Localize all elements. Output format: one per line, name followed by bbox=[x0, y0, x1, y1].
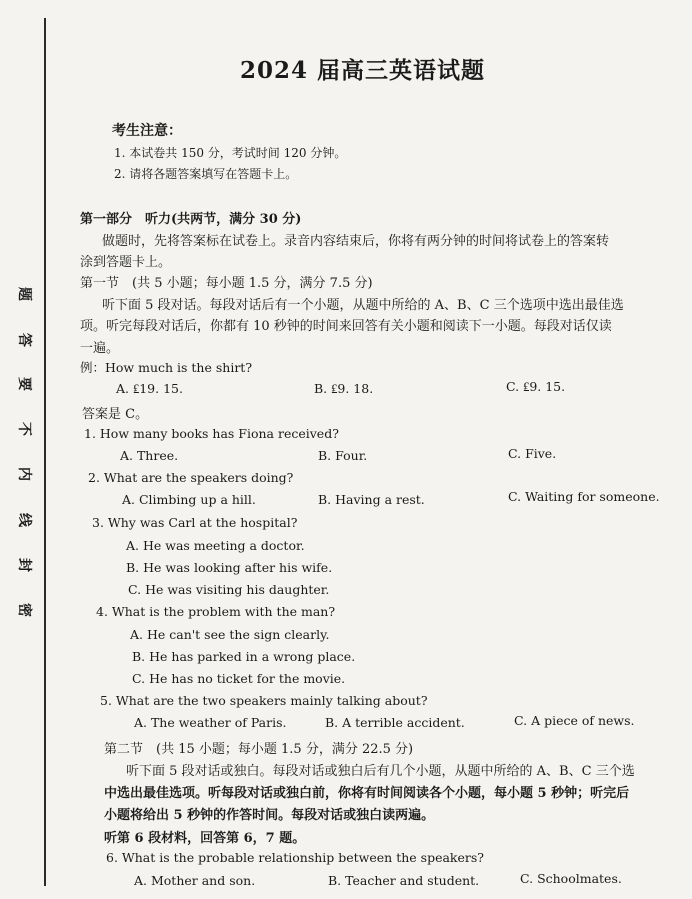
notice-item: 2. 请将各题答案填写在答题卡上。 bbox=[114, 167, 298, 181]
margin-char: 不 bbox=[16, 422, 32, 436]
question-6: 6. What is the probable relationship between the speakers? bbox=[106, 850, 484, 865]
margin-char: 内 bbox=[16, 467, 32, 481]
question-4-option-b: B. He has parked in a wrong place. bbox=[132, 649, 356, 664]
margin-char: 要 bbox=[16, 377, 32, 391]
notice-item: 1. 本试卷共 150 分，考试时间 120 分钟。 bbox=[114, 146, 347, 160]
question-2-option-c: C. Waiting for someone. bbox=[508, 489, 660, 504]
binding-margin-line bbox=[44, 18, 46, 886]
notice-heading: 考生注意： bbox=[112, 123, 182, 139]
part1-intro-line: 做题时，先将答案标在试卷上。录音内容结束后，你将有两分钟的时间将试卷上的答案转 bbox=[102, 234, 610, 249]
question-1: 1. How many books has Fiona received? bbox=[84, 426, 339, 441]
question-4: 4. What is the problem with the man? bbox=[96, 604, 336, 619]
question-5-option-a: A. The weather of Paris. bbox=[134, 715, 287, 730]
section1-instruction-line: 听下面 5 段对话。每段对话后有一个小题，从题中所给的 A、B、C 三个选项中选出最佳选 bbox=[102, 298, 624, 313]
question-2-option-a: A. Climbing up a hill. bbox=[122, 492, 256, 507]
question-5-option-b: B. A terrible accident. bbox=[325, 715, 465, 730]
section2-instruction-line: 中选出最佳选项。听每段对话或独白前，你将有时间阅读各个小题，每小题 5 秒钟；听完后 bbox=[104, 786, 630, 801]
section2-instruction-line: 听下面 5 段对话或独白。每段对话或独白后有几个小题，从题中所给的 A、B、C 三个选 bbox=[126, 764, 635, 779]
question-1-option-c: C. Five. bbox=[508, 446, 557, 461]
example-option-b: B. ₤9. 18. bbox=[314, 381, 374, 396]
question-6-option-a: A. Mother and son. bbox=[134, 873, 256, 888]
margin-char: 答 bbox=[16, 333, 32, 347]
exam-title: 2024 届高三英语试题 bbox=[240, 57, 486, 84]
question-3: 3. Why was Carl at the hospital? bbox=[92, 515, 298, 530]
example-option-a: A. ₤19. 15. bbox=[116, 381, 183, 396]
question-4-option-c: C. He has no ticket for the movie. bbox=[132, 671, 346, 686]
section1-instruction-line: 一遍。 bbox=[80, 341, 120, 356]
section1-instruction-line: 项。听完每段对话后，你都有 10 秒钟的时间来回答有关小题和阅读下一小题。每段对话仅读 bbox=[80, 319, 612, 334]
example-answer: 答案是 C。 bbox=[82, 407, 149, 422]
question-3-option-a: A. He was meeting a doctor. bbox=[126, 538, 305, 553]
margin-char: 题 bbox=[16, 287, 32, 301]
section2-heading: 第二节 (共 15 小题；每小题 1.5 分，满分 22.5 分) bbox=[104, 742, 414, 757]
part1-intro-line: 涂到答题卡上。 bbox=[80, 255, 172, 270]
example-option-c: C. ₤9. 15. bbox=[506, 379, 566, 394]
example-question: 例：How much is the shirt? bbox=[80, 360, 253, 375]
margin-char: 线 bbox=[16, 513, 32, 527]
question-4-option-a: A. He can't see the sign clearly. bbox=[130, 627, 330, 642]
question-1-option-b: B. Four. bbox=[318, 448, 368, 463]
question-6-option-c: C. Schoolmates. bbox=[520, 871, 622, 886]
section1-heading: 第一节 (共 5 小题；每小题 1.5 分，满分 7.5 分) bbox=[80, 276, 373, 291]
question-6-option-b: B. Teacher and student. bbox=[328, 873, 480, 888]
question-2-option-b: B. Having a rest. bbox=[318, 492, 425, 507]
margin-char: 密 bbox=[16, 603, 32, 617]
margin-char: 封 bbox=[16, 558, 32, 572]
question-5-option-c: C. A piece of news. bbox=[514, 713, 635, 728]
question-2: 2. What are the speakers doing? bbox=[88, 470, 294, 485]
section2-instruction-line: 小题将给出 5 秒钟的作答时间。每段对话或独白读两遍。 bbox=[104, 808, 435, 823]
question-1-option-a: A. Three. bbox=[120, 448, 179, 463]
section2-material: 听第 6 段材料，回答第 6，7 题。 bbox=[104, 831, 306, 846]
part1-heading: 第一部分 听力(共两节，满分 30 分) bbox=[80, 212, 302, 227]
question-3-option-b: B. He was looking after his wife. bbox=[126, 560, 333, 575]
question-3-option-c: C. He was visiting his daughter. bbox=[128, 582, 330, 597]
question-5: 5. What are the two speakers mainly talking about? bbox=[100, 693, 428, 708]
